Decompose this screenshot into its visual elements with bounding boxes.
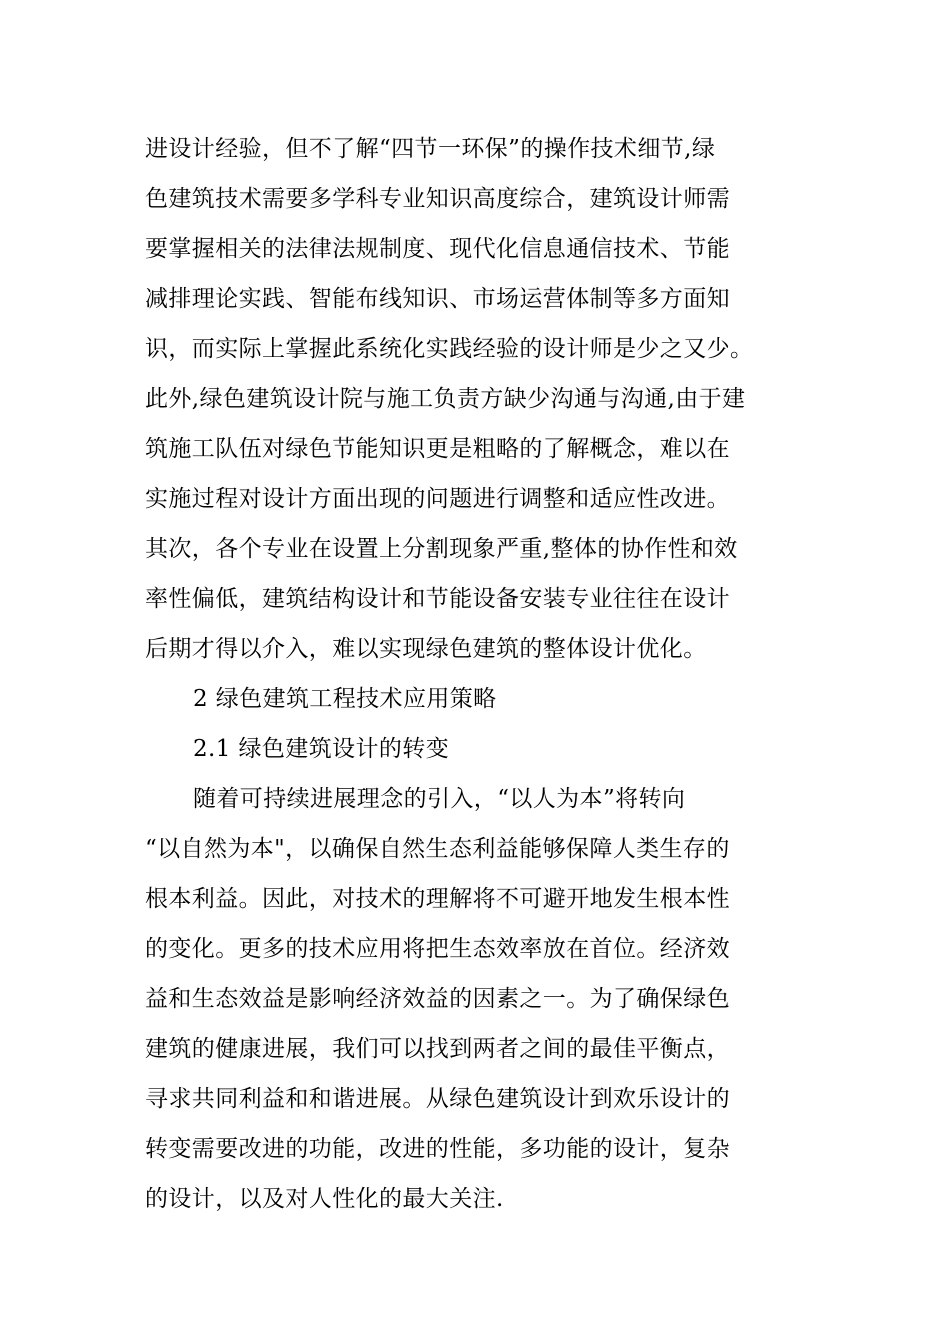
text-line: 筑施工队伍对绿色节能知识更是粗略的了解概念，难以在 — [145, 436, 730, 462]
text-line: 实施过程对设计方面出现的问题进行调整和适应性改进。 — [145, 486, 730, 512]
text-line: 此外,绿色建筑设计院与施工负责方缺少沟通与沟通,由于建 — [145, 386, 746, 412]
text-line: 进设计经验，但不了解“四节一环保”的操作技术细节,绿 — [145, 136, 716, 162]
text-line: 寻求共同利益和和谐进展。从绿色建筑设计到欢乐设计的 — [145, 1086, 730, 1112]
text-line: 减排理论实践、智能布线知识、市场运营体制等多方面知 — [145, 286, 730, 312]
subsection-heading: 2.1 绿色建筑设计的转变 — [193, 736, 450, 762]
section-heading: 2 绿色建筑工程技术应用策略 — [193, 686, 497, 712]
text-line: 其次，各个专业在设置上分割现象严重,整体的协作性和效 — [145, 536, 738, 562]
text-line: 随着可持续进展理念的引入，“以人为本”将转向 — [193, 786, 686, 812]
text-line: 建筑的健康进展，我们可以找到两者之间的最佳平衡点， — [145, 1036, 730, 1062]
text-line: 后期才得以介入，难以实现绿色建筑的整体设计优化。 — [145, 636, 707, 662]
text-line: 的设计，以及对人性化的最大关注. — [145, 1186, 504, 1212]
text-line: “以自然为本"，以确保自然生态利益能够保障人类生存的 — [145, 836, 730, 862]
text-line: 转变需要改进的功能，改进的性能，多功能的设计，复杂 — [145, 1136, 730, 1162]
text-line: 率性偏低，建筑结构设计和节能设备安装专业往往在设计 — [145, 586, 730, 612]
text-line: 要掌握相关的法律法规制度、现代化信息通信技术、节能 — [145, 236, 730, 262]
text-line: 识，而实际上掌握此系统化实践经验的设计师是少之又少。 — [145, 336, 754, 362]
text-line: 益和生态效益是影响经济效益的因素之一。为了确保绿色 — [145, 986, 730, 1012]
text-line: 根本利益。因此，对技术的理解将不可避开地发生根本性 — [145, 886, 730, 912]
text-line: 的变化。更多的技术应用将把生态效率放在首位。经济效 — [145, 936, 730, 962]
text-line: 色建筑技术需要多学科专业知识高度综合，建筑设计师需 — [145, 186, 730, 212]
